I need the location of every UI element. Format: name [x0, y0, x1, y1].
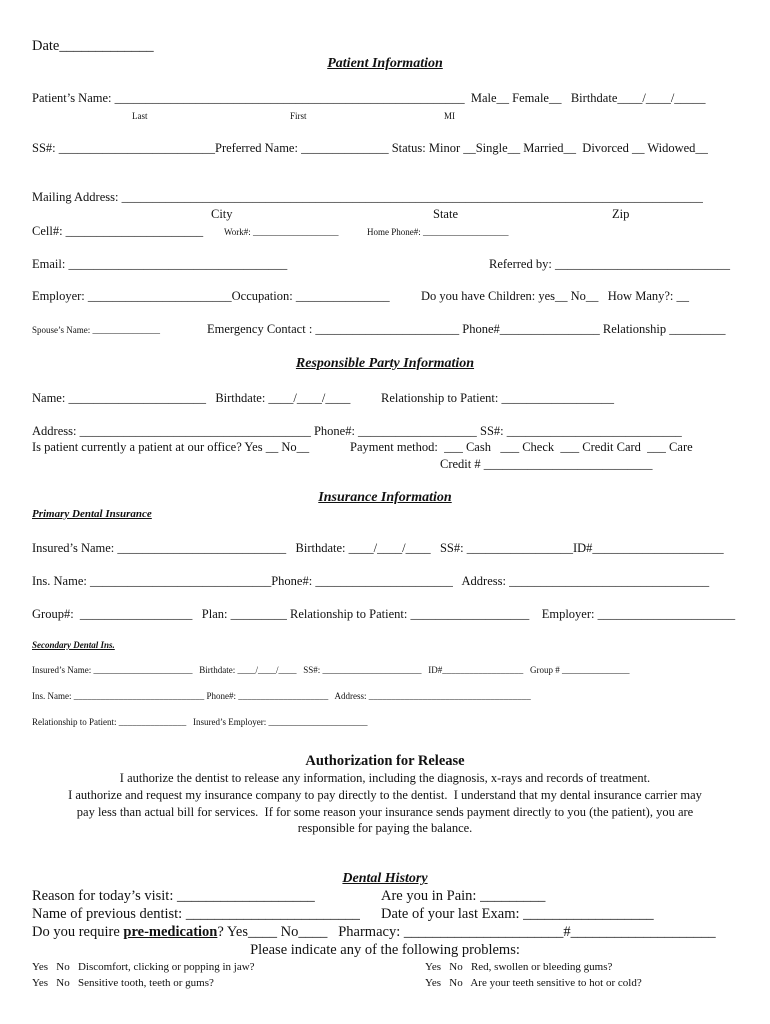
patient-info-heading: Patient Information — [327, 56, 443, 71]
secondary-insurance-heading: Secondary Dental Ins. — [32, 640, 115, 650]
credit-card-field[interactable]: Credit # ___________________________ — [440, 457, 653, 471]
premedication-row[interactable] — [32, 925, 716, 940]
name-sub-mi: MI — [444, 111, 455, 121]
date-field[interactable]: Date_____________ — [32, 38, 154, 54]
reason-visit-field[interactable]: Reason for today’s visit: ___________________ — [32, 888, 315, 904]
premed-suffix[interactable]: ? Yes____ No____ Pharmacy: ______________________#____________________ — [217, 924, 716, 940]
problem-item[interactable]: Yes No Red, swollen or bleeding gums? — [425, 961, 613, 973]
premed-word: pre-medication — [123, 924, 218, 940]
primary-insured-row[interactable]: Insured’s Name: ___________________________ Birthdate: ____/____/____ SS#: _________________ID#_____________________ — [32, 541, 724, 555]
problem-item[interactable]: Yes No Discomfort, clicking or popping in jaw? — [32, 961, 255, 973]
previous-dentist-field[interactable]: Name of previous dentist: ________________________ — [32, 906, 360, 922]
secondary-ins-name-row[interactable]: Ins. Name: _____________________________ Phone#: ____________________ Address: ____________________________________ — [32, 691, 531, 701]
payment-method-field[interactable]: Payment method: ___ Cash ___ Check ___ Credit Card ___ Care — [350, 440, 693, 454]
emergency-contact-row[interactable]: Emergency Contact : _______________________ Phone#________________ Relationship _________ — [207, 322, 726, 336]
mailing-address-field[interactable]: Mailing Address: _____________________________________________________________________________________________ — [32, 190, 703, 204]
secondary-insured-row[interactable]: Insured’s Name: ______________________ Birthdate: ____/____/____ SS#: ______________________ ID#__________________ Group # _______________ — [32, 665, 630, 675]
authorization-line-3: pay less than actual bill for services. If for some reason your insurance sends payment directly to you (the patient), you are — [76, 805, 694, 819]
name-sub-first: First — [290, 111, 307, 121]
premed-prefix: Do you require — [32, 924, 124, 940]
spouse-name-field[interactable]: Spouse’s Name: _______________ — [32, 325, 160, 335]
responsible-name-row[interactable]: Name: ______________________ Birthdate: ____/____/____ — [32, 391, 351, 405]
children-field[interactable]: Do you have Children: yes__ No__ How Many?: __ — [421, 289, 690, 303]
ss-status-row[interactable]: SS#: _________________________Preferred Name: ______________ Status: Minor __Single__ Married__ Divorced __ Widowed__ — [32, 141, 708, 155]
address-sub-state: State — [433, 207, 458, 221]
secondary-relationship-row[interactable]: Relationship to Patient: _______________ Insured’s Employer: ______________________ — [32, 717, 368, 727]
primary-group-row[interactable]: Group#: __________________ Plan: _________ Relationship to Patient: ___________________ Employer: ______________________ — [32, 607, 736, 621]
work-phone-field[interactable]: Work#: ___________________ — [224, 227, 339, 237]
responsible-ss-field[interactable]: SS#: ____________________________ — [480, 424, 682, 438]
address-sub-city: City — [211, 207, 233, 221]
authorization-heading: Authorization for Release — [305, 753, 465, 769]
responsible-relationship-field[interactable]: Relationship to Patient: __________________ — [381, 391, 614, 405]
primary-insurance-heading: Primary Dental Insurance — [32, 508, 152, 520]
responsible-party-heading: Responsible Party Information — [295, 356, 475, 371]
primary-ins-name-row[interactable]: Ins. Name: _____________________________Phone#: ______________________ Address: ________________________________ — [32, 574, 710, 588]
authorization-line-1: I authorize the dentist to release any information, including the diagnosis, x-rays and records of treatment. — [119, 771, 651, 785]
problem-item[interactable]: Yes No Sensitive tooth, teeth or gums? — [32, 977, 214, 989]
employer-occupation-row[interactable]: Employer: _______________________Occupation: _______________ — [32, 289, 390, 303]
cell-field[interactable]: Cell#: ______________________ — [32, 224, 204, 238]
address-sub-zip: Zip — [612, 207, 630, 221]
home-phone-field[interactable]: Home Phone#: ___________________ — [367, 227, 509, 237]
authorization-line-4: responsible for paying the balance. — [297, 821, 473, 835]
referred-by-field[interactable]: Referred by: ____________________________ — [489, 257, 730, 271]
name-sub-last: Last — [132, 111, 148, 121]
insurance-heading: Insurance Information — [318, 490, 452, 505]
responsible-address-row[interactable]: Address: _____________________________________ Phone#: ___________________ — [32, 424, 477, 438]
authorization-line-2: I authorize and request my insurance company to pay directly to the dentist. I understand that my dental insurance carrier may — [68, 788, 702, 802]
email-field[interactable]: Email: ___________________________________ — [32, 257, 288, 271]
problem-item[interactable]: Yes No Are your teeth sensitive to hot or cold? — [425, 977, 642, 989]
patient-name-row[interactable]: Patient’s Name: ________________________________________________________ Male__ Female__ Birthdate____/____/_____ — [32, 91, 706, 105]
last-exam-field[interactable]: Date of your last Exam: __________________ — [381, 906, 654, 922]
indicate-problems-label: Please indicate any of the following problems: — [250, 942, 520, 958]
current-patient-field[interactable]: Is patient currently a patient at our office? Yes __ No__ — [32, 440, 310, 454]
dental-history-heading: Dental History — [342, 871, 428, 886]
pain-field[interactable]: Are you in Pain: _________ — [381, 888, 546, 904]
